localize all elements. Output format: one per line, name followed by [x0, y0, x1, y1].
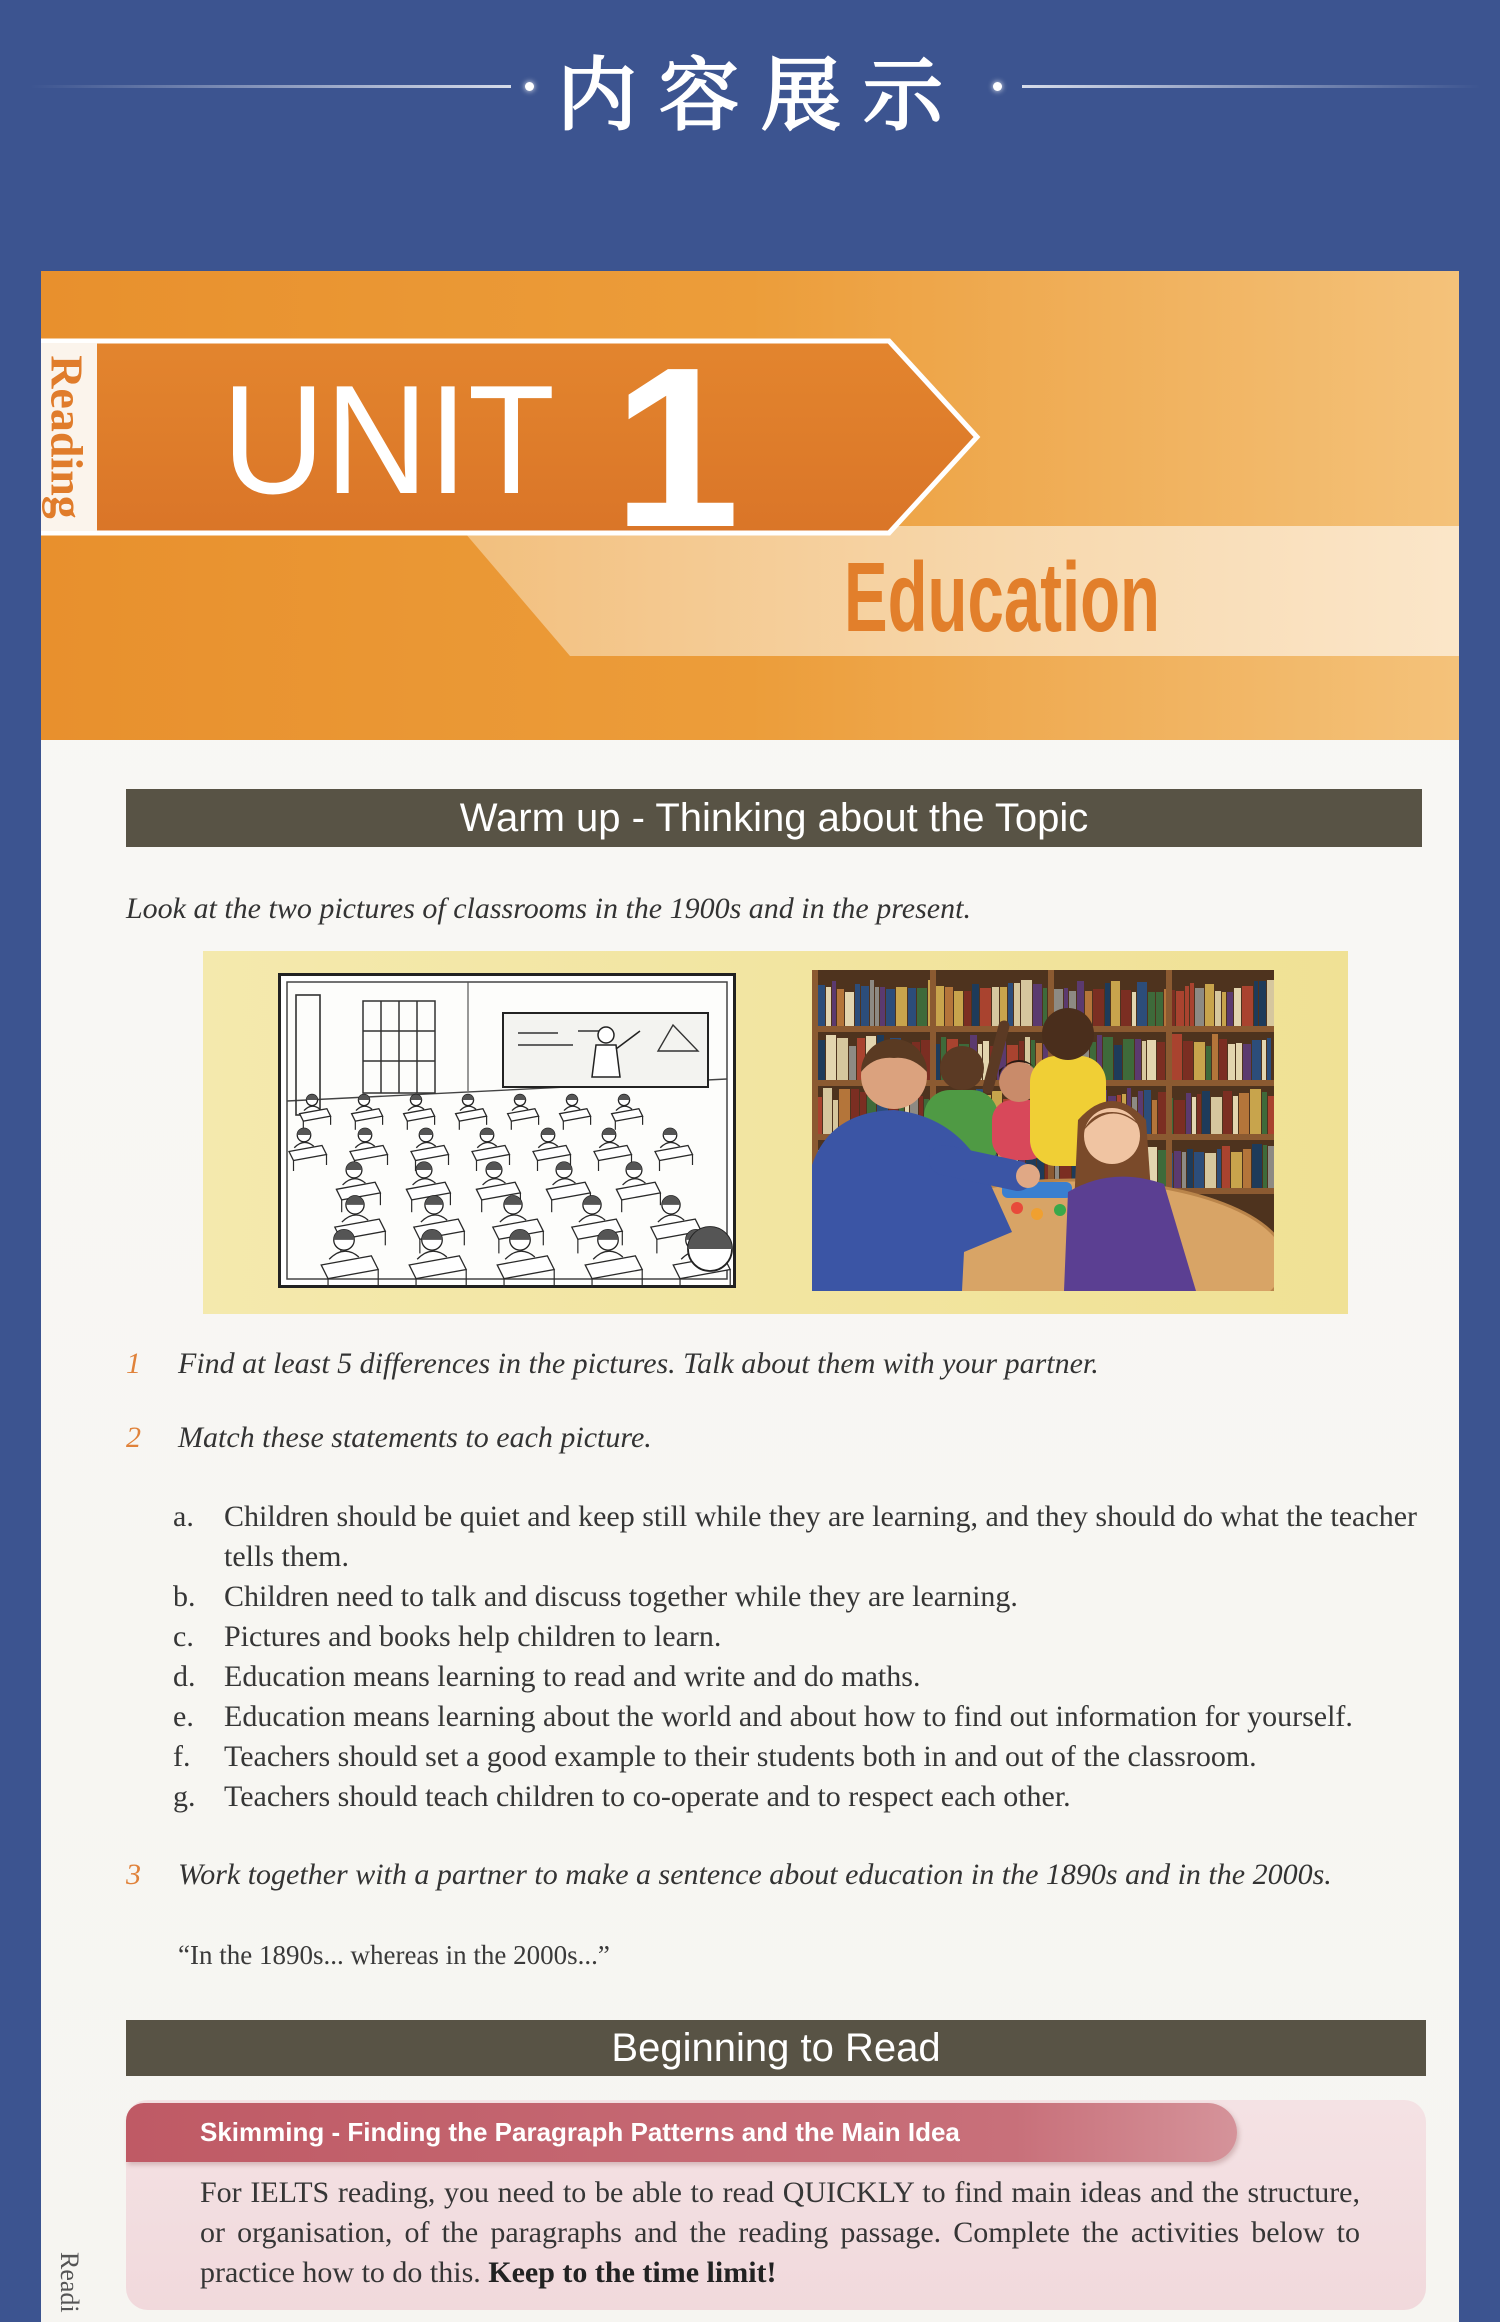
statement-item — [173, 1577, 1439, 1617]
book-spine — [1223, 1091, 1232, 1134]
book-spine — [1148, 992, 1155, 1026]
banner-dot-right — [993, 82, 1002, 91]
book-spine — [1123, 1039, 1134, 1080]
book-spine — [1250, 1089, 1261, 1134]
book-spine — [818, 985, 825, 1026]
statement-letter: e. — [173, 1700, 194, 1733]
statement-item — [173, 1657, 1439, 1697]
book-spine — [1228, 1044, 1235, 1080]
book-spine — [880, 987, 885, 1026]
book-spine — [1202, 1091, 1210, 1134]
skimming-instructions-text: For IELTS reading, you need to be able to read QUICKLY to find main ideas and the structure, or organisation, of the paragraphs and the reading passage. Complete the activities below to practice how to do this. — [200, 2176, 1360, 2289]
book-page — [41, 271, 1459, 2322]
book-spine — [1147, 1040, 1156, 1080]
statement-text: Teachers should teach children to co-operate and to respect each other. — [224, 1780, 1071, 1813]
book-spine — [1033, 984, 1042, 1026]
book-spine — [1215, 991, 1221, 1026]
statement-text: Children should be quiet and keep still while they are learning, and they should do what the teacher tells them. — [224, 1500, 1417, 1573]
skimming-title: Skimming - Finding the Paragraph Patterns and the Main Idea — [200, 2117, 960, 2147]
book-spine — [1190, 983, 1194, 1026]
unit-header — [41, 271, 1459, 740]
unit-topic: Education — [844, 542, 1160, 652]
book-spine — [1000, 987, 1007, 1026]
book-spine — [1243, 1149, 1251, 1188]
book-spine — [1239, 1093, 1249, 1134]
book-spine — [1205, 984, 1214, 1026]
statement-letter: g. — [173, 1780, 196, 1813]
book-spine — [1222, 1146, 1230, 1188]
book-spine — [1156, 992, 1163, 1026]
statement-text: Education means learning about the world and about how to find out information for yourself. — [224, 1700, 1353, 1733]
book-spine — [1182, 1152, 1186, 1188]
statement-item — [173, 1777, 1439, 1817]
book-spine — [826, 987, 831, 1026]
book-spine — [1183, 1041, 1193, 1080]
book-spine — [1021, 980, 1032, 1026]
statement-text: Pictures and books help children to learn. — [224, 1620, 722, 1653]
footer-side-label: Readi — [55, 2252, 84, 2313]
book-spine — [1263, 1145, 1267, 1188]
book-spine — [908, 988, 916, 1026]
book-spine — [972, 984, 979, 1026]
book-spine — [1212, 1034, 1218, 1080]
book-spine — [1111, 981, 1120, 1026]
classroom-1900s-sketch — [278, 973, 736, 1288]
book-spine — [1217, 1149, 1221, 1188]
book-spine — [1206, 1046, 1211, 1080]
unit-number: 1 — [613, 321, 740, 575]
book-spine — [1227, 992, 1233, 1026]
statement-letter: b. — [173, 1580, 196, 1613]
book-spine — [837, 1038, 848, 1080]
beginning-to-read-heading: Beginning to Read — [126, 2020, 1426, 2076]
sketch-student — [688, 1227, 732, 1271]
book-spine — [964, 991, 971, 1026]
skimming-instructions — [200, 2173, 1360, 2293]
warm-up-heading: Warm up - Thinking about the Topic — [126, 789, 1422, 847]
skimming-tab — [126, 2103, 1237, 2162]
task-number: 3 — [126, 1858, 141, 1891]
skimming-time-limit: Keep to the time limit! — [488, 2256, 777, 2289]
statement-item — [173, 1697, 1439, 1737]
book-spine — [1231, 1152, 1242, 1188]
book-spine — [1135, 1039, 1141, 1080]
book-spine — [875, 987, 879, 1026]
statement-item — [173, 1497, 1439, 1577]
book-spine — [1262, 1092, 1267, 1134]
statement-list — [173, 1497, 1439, 1817]
book-spine — [1174, 1100, 1185, 1134]
book-spine — [855, 984, 860, 1026]
book-spine — [992, 987, 999, 1026]
book-spine — [1252, 1144, 1262, 1188]
task-text: Find at least 5 differences in the pictures. Talk about them with your partner. — [178, 1347, 1099, 1380]
banner-title: 内容展示 — [557, 49, 965, 142]
book-spine — [1252, 1040, 1261, 1080]
book-spine — [1268, 1096, 1274, 1134]
unit-word: UNIT — [222, 353, 555, 526]
book-spine — [1195, 988, 1204, 1026]
book-spine — [861, 986, 869, 1026]
book-spine — [954, 991, 963, 1026]
book-spine — [1194, 1042, 1205, 1080]
book-spine — [1152, 1100, 1157, 1134]
example-sentence: “In the 1890s... whereas in the 2000s...” — [178, 1940, 610, 1970]
task-number: 2 — [126, 1421, 141, 1454]
statement-text: Children need to talk and discuss together while they are learning. — [224, 1580, 1018, 1613]
book-spine — [1236, 1043, 1242, 1080]
book-spine — [818, 1097, 822, 1134]
book-spine — [1187, 1149, 1193, 1188]
book-spine — [1233, 1096, 1238, 1134]
classroom-present-photo — [812, 970, 1274, 1291]
task-text: Work together with a partner to make a sentence about education in the 1890s and in the 2000s. — [178, 1858, 1332, 1891]
classroom-pictures-panel — [203, 951, 1348, 1314]
book-spine — [1205, 1153, 1216, 1188]
book-spine — [1219, 1039, 1227, 1080]
book-spine — [1268, 1146, 1274, 1188]
book-spine — [1242, 986, 1253, 1026]
book-spine — [849, 1046, 856, 1080]
book-spine — [837, 989, 844, 1026]
book-spine — [1267, 980, 1274, 1026]
book-spine — [818, 1040, 825, 1080]
book-spine — [1185, 986, 1189, 1026]
book-spine — [1254, 981, 1258, 1026]
statement-letter: a. — [173, 1500, 194, 1533]
book-spine — [1243, 1044, 1251, 1080]
book-spine — [826, 1035, 836, 1080]
book-spine — [1114, 1045, 1122, 1080]
book-spine — [1105, 983, 1110, 1026]
book-spine — [1262, 1040, 1266, 1080]
book-spine — [1176, 991, 1184, 1026]
side-label-reading: Reading — [41, 355, 93, 519]
book-spine — [1142, 1041, 1146, 1080]
statement-text: Teachers should set a good example to their students both in and out of the classroom. — [224, 1740, 1257, 1773]
book-spine — [896, 987, 907, 1026]
book-spine — [1121, 990, 1131, 1026]
book-spine — [1008, 983, 1013, 1026]
banner-line-right — [1022, 85, 1481, 88]
book-spine — [823, 1088, 832, 1134]
book-spine — [1014, 983, 1020, 1026]
book-spine — [1186, 1093, 1191, 1134]
book-spine — [1093, 989, 1104, 1026]
book-spine — [917, 988, 927, 1026]
skimming-box — [126, 2100, 1426, 2310]
statement-text: Education means learning to read and write and do maths. — [224, 1660, 921, 1693]
top-banner — [0, 0, 1500, 271]
book-spine — [945, 987, 953, 1026]
book-spine — [1172, 1034, 1182, 1080]
book-spine — [1194, 1152, 1204, 1188]
statement-letter: c. — [173, 1620, 194, 1653]
statement-letter: d. — [173, 1660, 196, 1693]
book-spine — [1157, 1042, 1165, 1080]
task-number: 1 — [126, 1347, 141, 1380]
task-text: Match these statements to each picture. — [178, 1421, 652, 1454]
book-spine — [1222, 992, 1226, 1026]
book-spine — [1197, 1094, 1201, 1134]
book-spine — [1192, 1097, 1196, 1134]
warm-up-intro: Look at the two pictures of classrooms in the 1900s and in the present. — [126, 892, 971, 925]
book-spine — [1137, 982, 1147, 1026]
book-spine — [1234, 988, 1241, 1026]
book-spine — [1267, 1038, 1271, 1080]
book-spine — [1132, 992, 1136, 1026]
statement-item — [173, 1617, 1439, 1657]
book-spine — [886, 989, 895, 1026]
book-spine — [1259, 981, 1266, 1026]
book-spine — [845, 992, 854, 1026]
book-spine — [1174, 1151, 1181, 1188]
statement-letter: f. — [173, 1740, 191, 1773]
book-spine — [1211, 1097, 1222, 1134]
statement-item — [173, 1737, 1439, 1777]
book-spine — [832, 981, 836, 1026]
book-spine — [870, 980, 874, 1026]
book-spine — [980, 988, 991, 1026]
